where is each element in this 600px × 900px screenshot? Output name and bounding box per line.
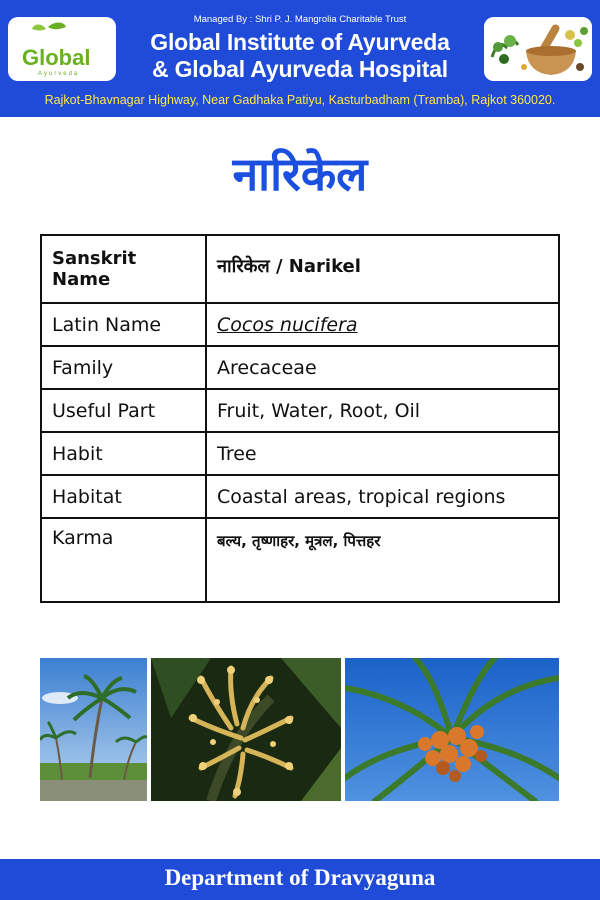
table-row xyxy=(41,518,559,602)
sanskrit-name-label: Sanskrit Name xyxy=(41,235,206,303)
herbs-image xyxy=(484,17,592,81)
plant-title: नारिकेल xyxy=(232,147,368,201)
habitat-value: Coastal areas, tropical regions xyxy=(206,475,559,518)
logo-subtext: Ayurveda xyxy=(38,71,80,77)
table-row xyxy=(41,303,559,346)
latin-name-label: Latin Name xyxy=(41,303,206,346)
managed-by-text: Managed By : Shri P. J. Mangrolia Charitable Trust xyxy=(193,14,407,25)
karma-value: बल्य, तृष्णाहर, मूत्रल, पित्तहर xyxy=(206,518,559,602)
table-row xyxy=(41,235,559,303)
coconut-palm-beach-photo xyxy=(40,658,147,801)
useful-part-label: Useful Part xyxy=(41,389,206,432)
institute-logo xyxy=(8,17,116,81)
latin-name-value: Cocos nucifera xyxy=(217,313,358,336)
habitat-label: Habitat xyxy=(41,475,206,518)
family-label: Family xyxy=(41,346,206,389)
institute-title: Global Institute of Ayurveda xyxy=(150,29,450,55)
table-row xyxy=(41,389,559,432)
mortar-pestle-herbs-image xyxy=(484,17,592,81)
coconut-flower-photo xyxy=(151,658,341,801)
department-name: Department of Dravyaguna xyxy=(164,865,436,890)
habit-value: Tree xyxy=(206,432,559,475)
useful-part-value: Fruit, Water, Root, Oil xyxy=(206,389,559,432)
table-row xyxy=(41,432,559,475)
habit-label: Habit xyxy=(41,432,206,475)
hospital-title: & Global Ayurveda Hospital xyxy=(152,56,448,82)
coconut-cluster-photo xyxy=(345,658,559,801)
footer-banner xyxy=(0,859,600,900)
family-value: Arecaceae xyxy=(206,346,559,389)
sanskrit-name-value: नारिकेल / Narikel xyxy=(206,235,559,303)
header-banner xyxy=(0,0,600,117)
plant-info-table xyxy=(40,234,560,603)
logo-text: Global xyxy=(22,45,91,70)
karma-label: Karma xyxy=(41,518,206,602)
leaf-logo-icon xyxy=(8,17,116,81)
table-row xyxy=(41,475,559,518)
address-text: Rajkot-Bhavnagar Highway, Near Gadhaka Patiyu, Kasturbadham (Tramba), Rajkot 360020. xyxy=(44,93,556,107)
table-row xyxy=(41,346,559,389)
